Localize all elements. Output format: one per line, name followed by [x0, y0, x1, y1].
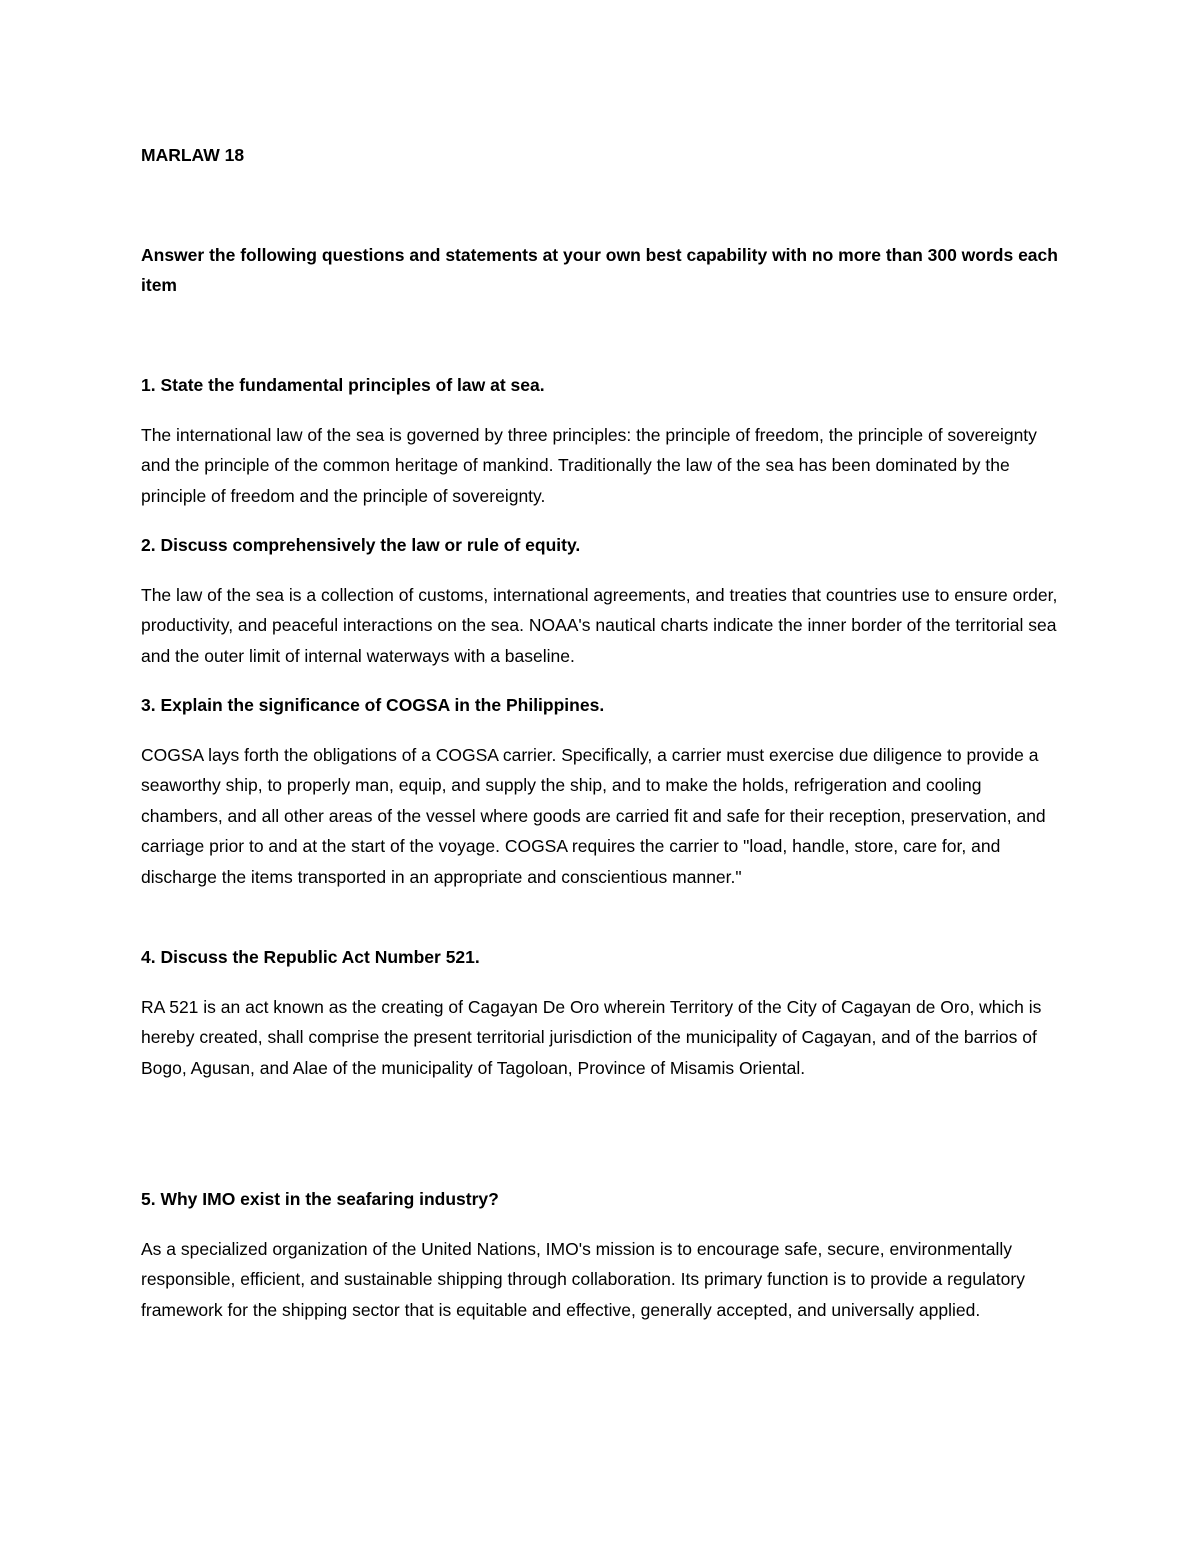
- answer-2: The law of the sea is a collection of customs, international agreements, and treaties that countries use to ensure order, productivity, and peaceful interactions on the sea. NOAA's nautical charts indicate the inner border of the territorial sea and the outer limit of internal waterways with a baseline.: [141, 585, 1058, 666]
- instructions: Answer the following questions and statements at your own best capability with no more than 300 words each item: [141, 245, 1058, 296]
- question-3: 3. Explain the significance of COGSA in the Philippines.: [141, 695, 605, 715]
- question-1: 1. State the fundamental principles of law at sea.: [141, 375, 545, 395]
- document-title: MARLAW 18: [141, 145, 245, 165]
- answer-3: COGSA lays forth the obligations of a COGSA carrier. Specifically, a carrier must exercise due diligence to provide a seaworthy ship, to properly man, equip, and supply the ship, and to make the holds, refrigeration and cooling chambers, and all other areas of the vessel where goods are carried fit and safe for their reception, preservation, and carriage prior to and at the start of the voyage. COGSA requires the carrier to "load, handle, store, care for, and discharge the items transported in an appropriate and conscientious manner.": [141, 745, 1046, 887]
- question-2: 2. Discuss comprehensively the law or rule of equity.: [141, 535, 581, 555]
- answer-5: As a specialized organization of the United Nations, IMO's mission is to encourage safe, secure, environmentally responsible, efficient, and sustainable shipping through collaboration. Its primary function is to provide a regulatory framework for the shipping sector that is equitable and effective, generally accepted, and universally applied.: [141, 1239, 1025, 1320]
- answer-1: The international law of the sea is governed by three principles: the principle of freedom, the principle of sovereignty and the principle of the common heritage of mankind. Traditionally the law of the sea has been dominated by the principle of freedom and the principle of sovereignty.: [141, 425, 1037, 506]
- question-4: 4. Discuss the Republic Act Number 521.: [141, 947, 480, 967]
- answer-4: RA 521 is an act known as the creating of Cagayan De Oro wherein Territory of the City of Cagayan de Oro, which is hereby created, shall comprise the present territorial jurisdiction of the municipality of Cagayan, and of the barrios of Bogo, Agusan, and Alae of the municipality of Tagoloan, Province of Misamis Oriental.: [141, 997, 1042, 1078]
- question-5: 5. Why IMO exist in the seafaring industry?: [141, 1189, 499, 1209]
